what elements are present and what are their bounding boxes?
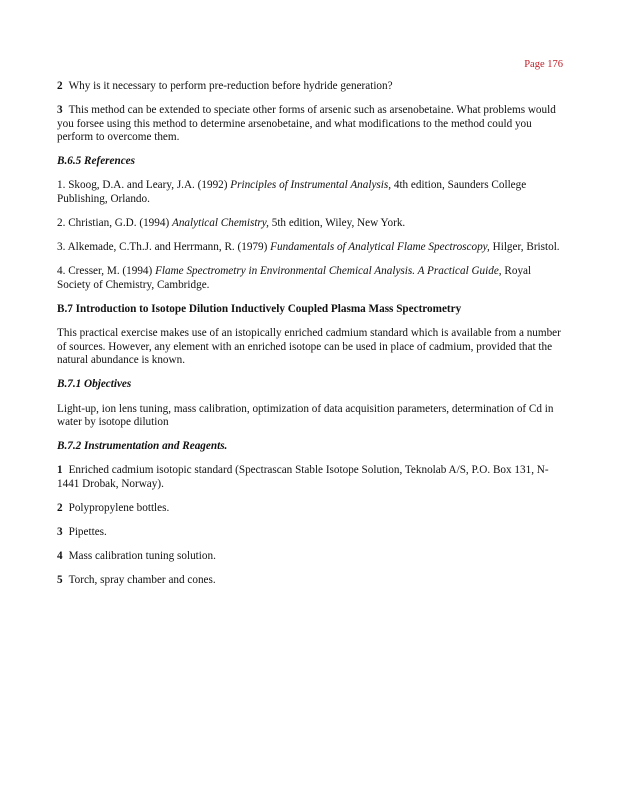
page-content <box>57 80 567 598</box>
instrumentation-item: 5 Torch, spray chamber and cones. <box>57 574 216 587</box>
instrumentation-item: 4 Mass calibration tuning solution. <box>57 550 216 563</box>
objectives-heading: B.7.1 Objectives <box>57 378 132 391</box>
reference-item: 1. Skoog, D.A. and Leary, J.A. (1992) Principles of Instrumental Analysis, 4th edition, Saunders College Publishing, Orlando. <box>57 179 527 206</box>
question-item: 2 Why is it necessary to perform pre-reduction before hydride generation? <box>57 80 393 92</box>
page-number: Page 176 <box>524 59 563 70</box>
instrumentation-item: 2 Polypropylene bottles. <box>57 501 170 514</box>
reference-item: 2. Christian, G.D. (1994) Analytical Chemistry, 5th edition, Wiley, New York. <box>57 217 406 230</box>
section-heading: B.7 Introduction to Isotope Dilution Inductively Coupled Plasma Mass Spectrometry <box>57 303 462 316</box>
objectives-paragraph: Light-up, ion lens tuning, mass calibration, optimization of data acquisition parameters, determination of Cd in water by isotope dilution <box>57 402 554 429</box>
instrumentation-heading: B.7.2 Instrumentation and Reagents. <box>57 440 228 453</box>
question-item: 3 This method can be extended to speciate other forms of arsenic such as arsenobetaine. What problems would you forsee using this method to determine arsenobetaine, and what modifications to the method could you perform to overcome them. <box>57 104 556 144</box>
intro-paragraph: This practical exercise makes use of an istopically enriched cadmium standard which is available from a number of sources. However, any element with an enriched isotope can be used in place of cadmium, provided that the natural abundance is known. <box>57 327 561 367</box>
instrumentation-item: 3 Pipettes. <box>57 526 107 539</box>
reference-item: 3. Alkemade, C.Th.J. and Herrmann, R. (1979) Fundamentals of Analytical Flame Spectroscopy, Hilger, Bristol. <box>57 241 560 254</box>
instrumentation-item: 1 Enriched cadmium isotopic standard (Spectrascan Stable Isotope Solution, Teknolab A/S, P.O. Box 131, N-1441 Drobak, Norway). <box>57 464 549 490</box>
reference-item: 4. Cresser, M. (1994) Flame Spectrometry in Environmental Chemical Analysis. A Practical Guide, Royal Society of Chemistry, Cambridge. <box>57 265 532 291</box>
references-heading: B.6.5 References <box>57 155 135 168</box>
